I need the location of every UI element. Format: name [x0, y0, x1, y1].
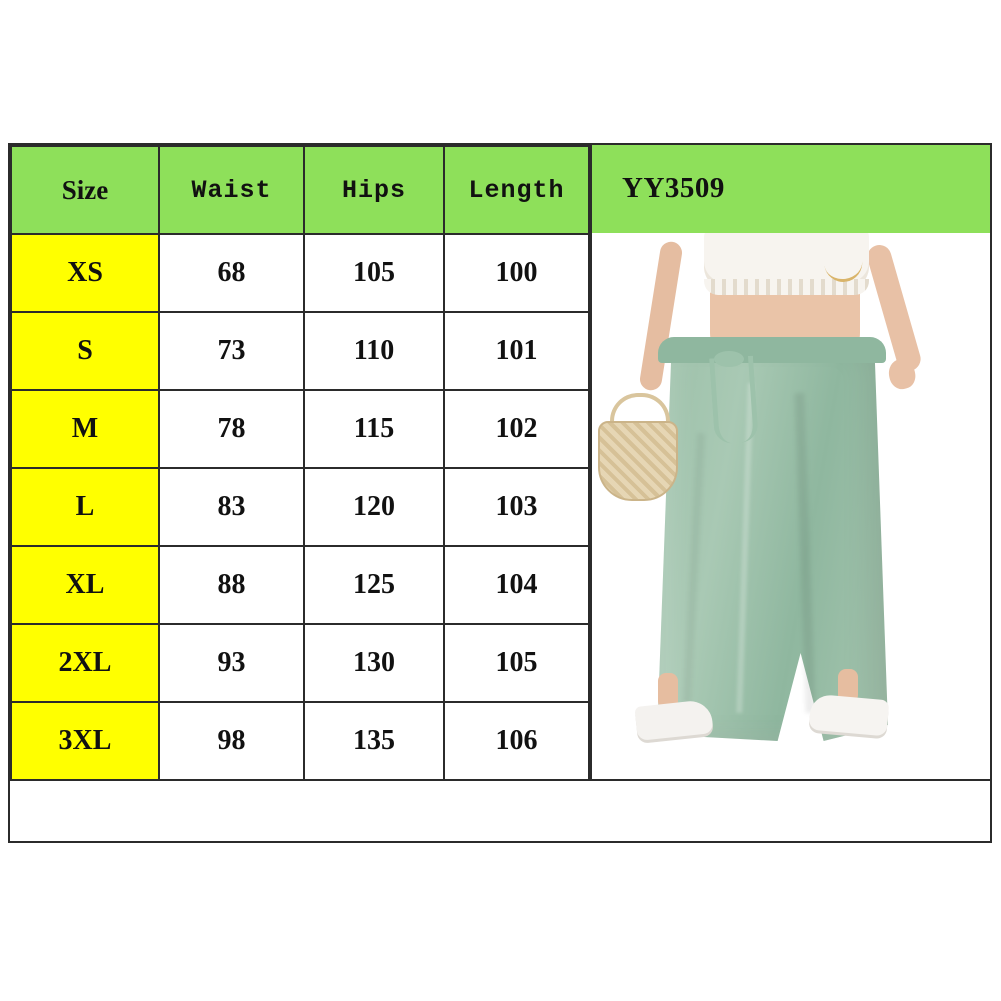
size-table-header	[11, 146, 589, 234]
cell-hips: 135	[304, 702, 444, 780]
chart-bottom-band	[10, 779, 990, 841]
cell-waist: 98	[159, 702, 304, 780]
straw-bag	[598, 421, 678, 501]
cell-size: XL	[11, 546, 159, 624]
table-row	[11, 234, 589, 312]
cell-waist: 78	[159, 390, 304, 468]
drawstring-ties	[709, 356, 759, 445]
pants-waistband	[658, 337, 886, 363]
product-pane	[590, 145, 990, 779]
cell-length: 104	[444, 546, 589, 624]
cell-waist: 68	[159, 234, 304, 312]
column-header-waist: Waist	[159, 146, 304, 234]
size-chart-container	[8, 143, 992, 843]
cell-waist: 88	[159, 546, 304, 624]
cell-waist: 73	[159, 312, 304, 390]
cell-length: 101	[444, 312, 589, 390]
cell-size: 3XL	[11, 702, 159, 780]
cell-hips: 105	[304, 234, 444, 312]
cell-hips: 130	[304, 624, 444, 702]
chart-main-row	[10, 145, 990, 779]
table-row	[11, 390, 589, 468]
table-row	[11, 546, 589, 624]
cell-size: S	[11, 312, 159, 390]
cell-hips: 120	[304, 468, 444, 546]
table-row	[11, 312, 589, 390]
table-row	[11, 468, 589, 546]
table-row	[11, 702, 589, 780]
size-table-body	[11, 234, 589, 780]
cell-length: 100	[444, 234, 589, 312]
cell-waist: 83	[159, 468, 304, 546]
cell-hips: 125	[304, 546, 444, 624]
product-code-band	[592, 145, 990, 233]
cell-size: XS	[11, 234, 159, 312]
column-header-length: Length	[444, 146, 589, 234]
cell-waist: 93	[159, 624, 304, 702]
cell-size: M	[11, 390, 159, 468]
cell-size: 2XL	[11, 624, 159, 702]
white-sandal-right	[809, 694, 890, 737]
cell-hips: 110	[304, 312, 444, 390]
table-row	[11, 624, 589, 702]
cell-length: 102	[444, 390, 589, 468]
cell-length: 106	[444, 702, 589, 780]
product-photo	[592, 233, 990, 777]
product-code: YY3509	[622, 171, 725, 204]
cell-length: 103	[444, 468, 589, 546]
cell-length: 105	[444, 624, 589, 702]
column-header-size: Size	[11, 146, 159, 234]
cell-size: L	[11, 468, 159, 546]
size-table	[10, 145, 590, 781]
table-header-row	[11, 146, 589, 234]
column-header-hips: Hips	[304, 146, 444, 234]
cell-hips: 115	[304, 390, 444, 468]
